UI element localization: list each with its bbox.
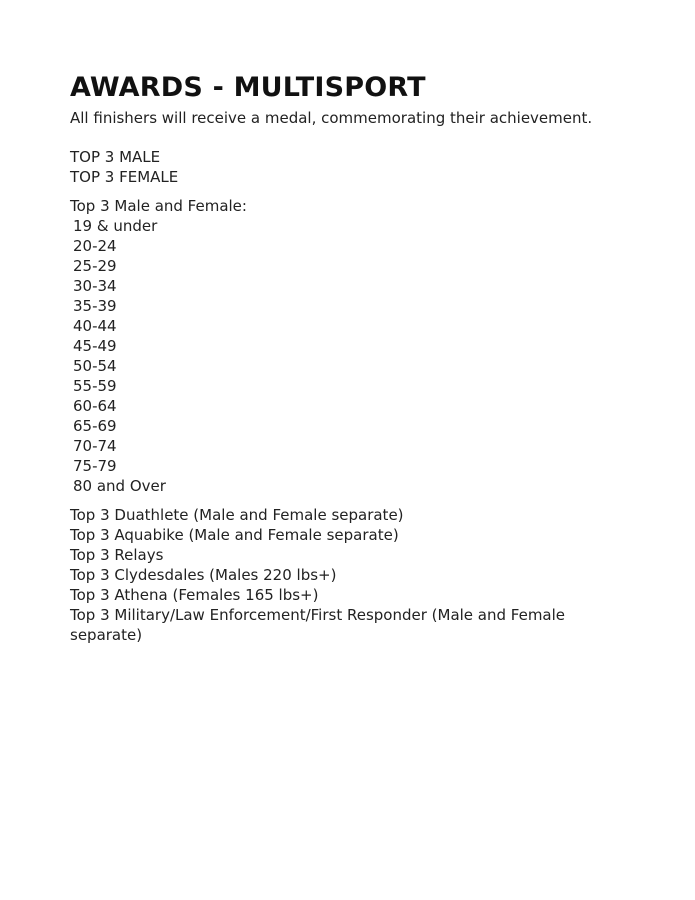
- age-group-item: 19 & under: [73, 217, 158, 235]
- category-award-item: Top 3 Aquabike (Male and Female separate): [70, 526, 399, 544]
- overall-awards-list: [70, 147, 640, 187]
- category-award-item: Top 3 Clydesdales (Males 220 lbs+): [70, 566, 337, 584]
- age-group-item: 60-64: [73, 397, 117, 415]
- overall-award-item: TOP 3 MALE: [70, 148, 161, 166]
- age-group-item: 35-39: [73, 297, 117, 315]
- awards-document: [70, 70, 640, 645]
- age-group-item: 55-59: [73, 377, 117, 395]
- page-title: AWARDS - MULTISPORT: [70, 72, 426, 103]
- age-group-item: 40-44: [73, 317, 117, 335]
- intro-text: All finishers will receive a medal, commemorating their achievement.: [70, 109, 593, 127]
- age-group-item: 70-74: [73, 437, 117, 455]
- overall-award-item: TOP 3 FEMALE: [70, 168, 179, 186]
- age-group-item: 25-29: [73, 257, 117, 275]
- age-group-item: 75-79: [73, 457, 117, 475]
- age-group-list: [70, 216, 640, 496]
- age-group-item: 65-69: [73, 417, 117, 435]
- age-group-item: 20-24: [73, 237, 117, 255]
- age-group-section: [70, 196, 640, 496]
- category-award-item: Top 3 Military/Law Enforcement/First Responder (Male and Female separate): [70, 606, 566, 644]
- age-group-item: 80 and Over: [73, 477, 166, 495]
- category-award-item: Top 3 Duathlete (Male and Female separate): [70, 506, 404, 524]
- age-group-item: 30-34: [73, 277, 117, 295]
- age-group-heading: Top 3 Male and Female:: [70, 197, 247, 215]
- category-awards-list: [70, 505, 640, 645]
- category-award-item: Top 3 Athena (Females 165 lbs+): [70, 586, 319, 604]
- category-award-item: Top 3 Relays: [70, 546, 164, 564]
- age-group-item: 50-54: [73, 357, 117, 375]
- age-group-item: 45-49: [73, 337, 117, 355]
